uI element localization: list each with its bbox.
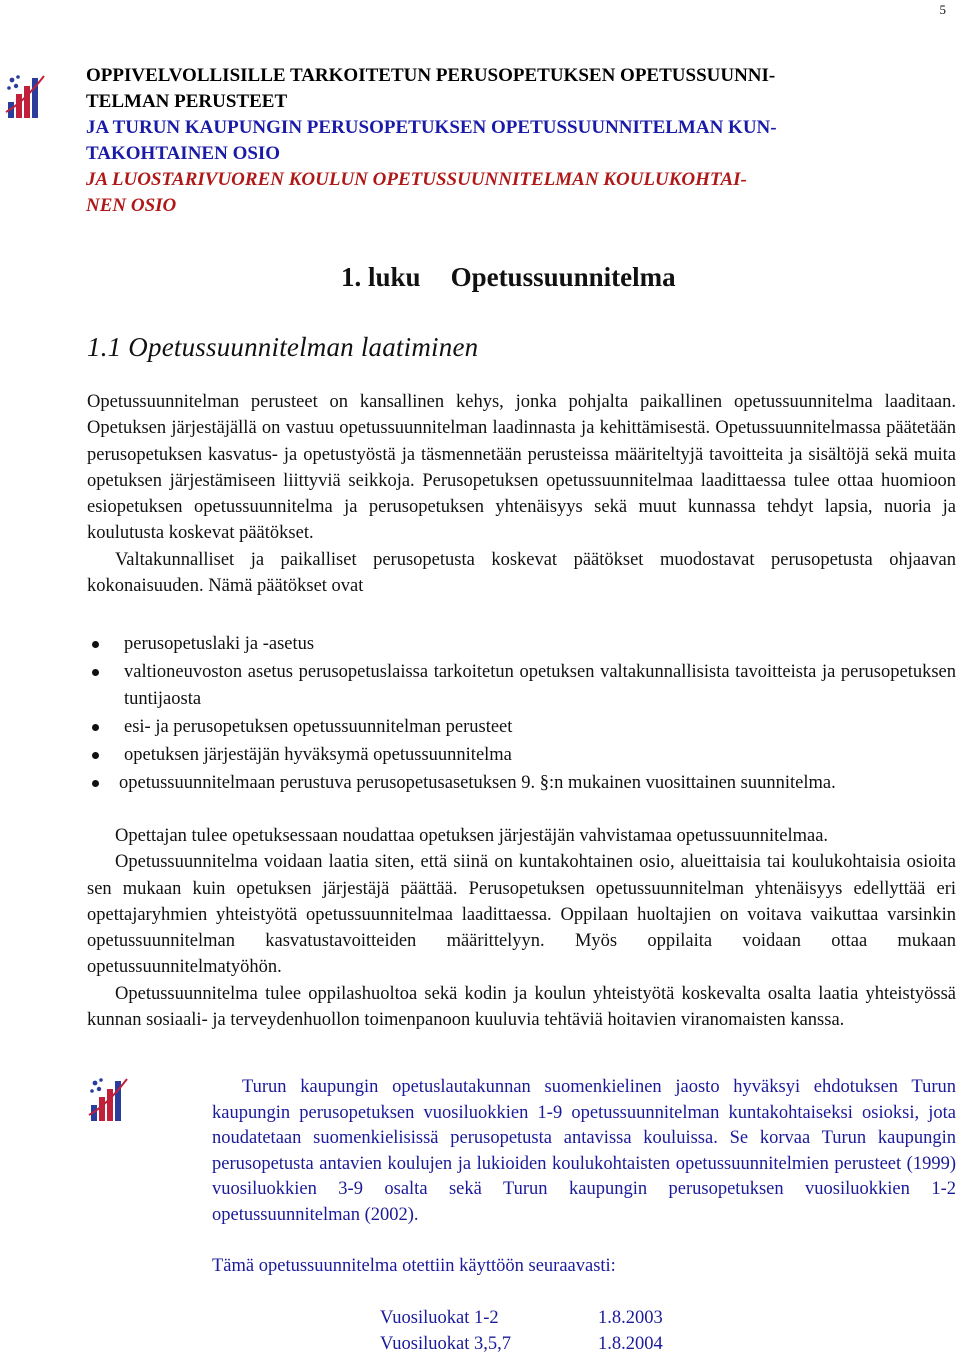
header-line: NEN OSIO bbox=[86, 195, 177, 216]
paragraph: Valtakunnalliset ja paikalliset perusopetusta koskevat päätökset muodostavat perusopetusta ohjaavan kokonaisuuden. Nämä päätökset ovat bbox=[87, 549, 956, 597]
approval-note bbox=[212, 1075, 956, 1229]
adoption-row bbox=[380, 1334, 663, 1355]
school-logo-icon bbox=[87, 1075, 129, 1123]
list-item: valtioneuvoston asetus perusopetuslaissa tarkoitetun opetuksen valtakunnallisista tavoitteista ja perusopetuksen tuntijaosta bbox=[87, 659, 956, 712]
adoption-grades: Vuosiluokat 1-2 bbox=[380, 1308, 499, 1328]
paragraph: Opetussuunnitelma voidaan laatia siten, että siinä on kuntakohtainen osio, alueittaisia tai koulukohtaisia osioita sen mukaan kuin opetuksen järjestäjä päättää. Perusopetuksen opetussuunnitelman yhtenäisyys edellyttää eri opettajaryhmien yhteistyötä opetussuunnitelmaa laadittaessa. Oppilaan huoltajien on voitava vaikuttaa varsinkin opetussuunnitelman kasvatustavoitteiden määrittelyyn. Myös oppilaita voidaan ottaa mukaan opetussuunnitelmatyöhön. bbox=[87, 852, 956, 978]
bullet-icon bbox=[92, 724, 99, 731]
adoption-row bbox=[380, 1308, 663, 1329]
header-line: OPPIVELVOLLISILLE TARKOITETUN PERUSOPETUKSEN OPETUSSUUNNI- bbox=[86, 65, 776, 86]
list-item: opetuksen järjestäjän hyväksymä opetussuunnitelma bbox=[87, 742, 956, 768]
intro-text bbox=[87, 389, 956, 599]
header-line: TAKOHTAINEN OSIO bbox=[86, 143, 281, 164]
bullet-icon bbox=[92, 752, 99, 759]
bullet-icon bbox=[92, 780, 99, 787]
adoption-date: 1.8.2003 bbox=[598, 1308, 663, 1328]
header-line: JA LUOSTARIVUOREN KOULUN OPETUSSUUNNITELMAN KOULUKOHTAI- bbox=[86, 169, 747, 190]
school-logo-icon bbox=[4, 72, 46, 120]
bullet-icon bbox=[92, 641, 99, 648]
bullet-icon bbox=[92, 669, 99, 676]
list-item: perusopetuslaki ja -asetus bbox=[87, 631, 956, 657]
header-line: TELMAN PERUSTEET bbox=[86, 91, 288, 112]
chapter-number: 1. luku bbox=[341, 262, 421, 292]
section-heading: 1.1 Opetussuunnitelman laatiminen bbox=[87, 332, 479, 362]
list-item: opetussuunnitelmaan perustuva perusopetusasetuksen 9. §:n mukainen vuosittainen suunnitelma. bbox=[87, 770, 956, 796]
chapter-heading bbox=[341, 262, 676, 293]
page-number: 5 bbox=[939, 2, 946, 17]
paragraph: Opettajan tulee opetuksessaan noudattaa opetuksen järjestäjän vahvistamaa opetussuunnitelmaa. bbox=[115, 826, 829, 846]
decision-list bbox=[87, 631, 956, 799]
paragraph: Opetussuunnitelma tulee oppilashuoltoa sekä kodin ja koulun yhteistyötä koskevalta osalta laatia yhteistyössä kunnan sosiaali- ja terveydenhuollon toimenpanoon kuuluvia tehtäviä hoitavien viranomaisten kanssa. bbox=[87, 983, 956, 1031]
adoption-date: 1.8.2004 bbox=[598, 1334, 663, 1354]
body-text bbox=[87, 823, 956, 1033]
approval-text: Turun kaupungin opetuslautakunnan suomenkielinen jaosto hyväksyi ehdotuksen Turun kaupungin perusopetuksen vuosiluokkien 1-9 opetussuunnitelman kuntakohtaiseksi osioksi, jota noudatetaan suomenkielisissä perusopetusta antavissa kouluissa. Se korvaa Turun kaupungin perusopetusta antavien koulujen ja lukioiden koulukohtaisten opetussuunnitelmien perusteet (1999) vuosiluokkien 3-9 osalta sekä Turun kaupungin perusopetuksen vuosiluokkien 1-2 opetussuunnitelman (2002). bbox=[212, 1077, 956, 1225]
paragraph: Opetussuunnitelman perusteet on kansallinen kehys, jonka pohjalta paikallinen opetussuunnitelma laaditaan. Opetuksen järjestäjällä on vastuu opetussuunnitelman laadinnasta ja kehittämisestä. Opetussuunnitelmassa päätetään perusopetuksen kasvatus- ja opetustyöstä ja täsmennetään perusteissa määriteltyjä tavoitteita ja sisältöjä sekä muita opetuksen järjestämiseen liittyviä seikkoja. Perusopetuksen opetussuunnitelmaa laadittaessa tulee ottaa huomioon esiopetuksen opetussuunnitelma ja perusopetuksen yhtenäisyys sekä muut kunnassa tehdyt lapsia, nuoria ja koulutusta koskevat päätökset. bbox=[87, 392, 956, 544]
adoption-grades: Vuosiluokat 3,5,7 bbox=[380, 1334, 511, 1354]
adoption-intro: Tämä opetussuunnitelma otettiin käyttöön seuraavasti: bbox=[212, 1256, 616, 1276]
header-line: JA TURUN KAUPUNGIN PERUSOPETUKSEN OPETUSSUUNNITELMAN KUN- bbox=[86, 117, 777, 138]
list-item: esi- ja perusopetuksen opetussuunnitelman perusteet bbox=[87, 714, 956, 740]
chapter-title: Opetussuunnitelma bbox=[450, 262, 676, 292]
